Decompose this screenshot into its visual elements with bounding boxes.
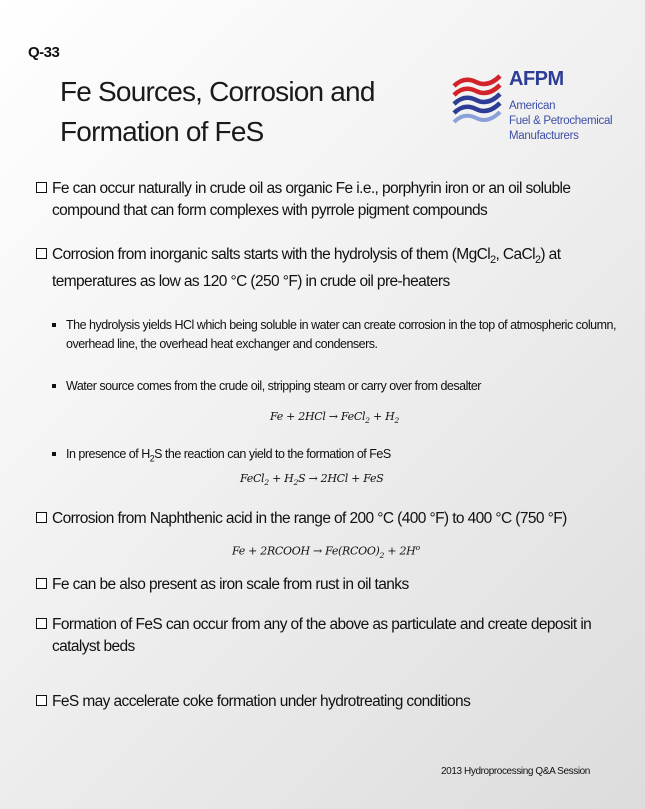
footer-text: 2013 Hydroprocessing Q&A Session — [441, 766, 590, 777]
reaction-equation-3: Fe + 2RCOOH → $Fe(RCOO)_2 + 2H^o$ — [232, 543, 420, 560]
bullet-text: Fe can be also present as iron scale from rust in oil tanks — [52, 576, 409, 593]
square-bullet-icon — [52, 323, 56, 327]
sub-bullet-item — [52, 445, 622, 469]
bullet-item — [36, 614, 626, 658]
bullet-text: FeS may accelerate coke formation under hydrotreating conditions — [52, 693, 471, 710]
question-number: Q-33 — [28, 44, 60, 61]
bullet-item — [36, 244, 626, 293]
bullet-item — [36, 178, 626, 222]
logo-line-3: Manufacturers — [509, 130, 579, 142]
square-bullet-icon — [52, 384, 56, 388]
checkbox-bullet-icon — [36, 695, 47, 706]
bullet-text: Formation of FeS can occur from any of the above as particulate and create deposit in catalyst beds — [52, 616, 592, 655]
logo-line-1: American — [509, 100, 556, 112]
sub-bullet-item — [52, 377, 622, 396]
bullet-text: Corrosion from Naphthenic acid in the range of 200 °C (400 °F) to 400 °C (750 °F) — [52, 510, 567, 527]
checkbox-bullet-icon — [36, 182, 47, 193]
checkbox-bullet-icon — [36, 248, 47, 259]
sub-bullet-text: Water source comes from the crude oil, stripping steam or carry over from desalter — [66, 379, 481, 393]
sub-bullet-item — [52, 316, 622, 354]
logo-subtitle — [509, 99, 612, 144]
logo-line-2: Fuel & Petrochemical — [509, 115, 613, 127]
square-bullet-icon — [52, 452, 56, 456]
afpm-logo — [450, 68, 620, 178]
bullet-item — [36, 574, 626, 596]
bullet-text: Fe can occur naturally in crude oil as organic Fe i.e., porphyrin iron or an oil soluble compound that can form complexes with pyrrole pigment compounds — [52, 180, 571, 219]
reaction-equation-1: Fe + 2HCl → FeCl$_2$ + $H_2$ — [270, 410, 399, 426]
bullet-text: Corrosion from inorganic salts starts with the hydrolysis of them (MgCl$_2$, CaCl$_2$) at temperatures as low as 120 °C (250 °F) in crude oil pre-heaters — [52, 246, 561, 291]
bullet-item — [36, 508, 626, 530]
checkbox-bullet-icon — [36, 618, 47, 629]
checkbox-bullet-icon — [36, 512, 47, 523]
bullet-item — [36, 691, 626, 713]
sub-bullet-text: In presence of $H_2S$ the reaction can yield to the formation of FeS — [66, 447, 391, 464]
reaction-equation-2: FeCl$_2$ + $H_2S \to 2HCl$ + FeS — [240, 472, 384, 488]
sub-bullet-text: The hydrolysis yields HCl which being soluble in water can create corrosion in the top of atmospheric column, overhead line, the overhead heat exchanger and condensers. — [66, 318, 616, 351]
afpm-flag-icon — [450, 68, 506, 128]
logo-name: AFPM — [509, 68, 564, 90]
title-line-2: Formation of FeS — [60, 116, 264, 147]
checkbox-bullet-icon — [36, 578, 47, 589]
slide-title — [60, 72, 400, 152]
title-line-1: Fe Sources, Corrosion and — [60, 76, 375, 107]
